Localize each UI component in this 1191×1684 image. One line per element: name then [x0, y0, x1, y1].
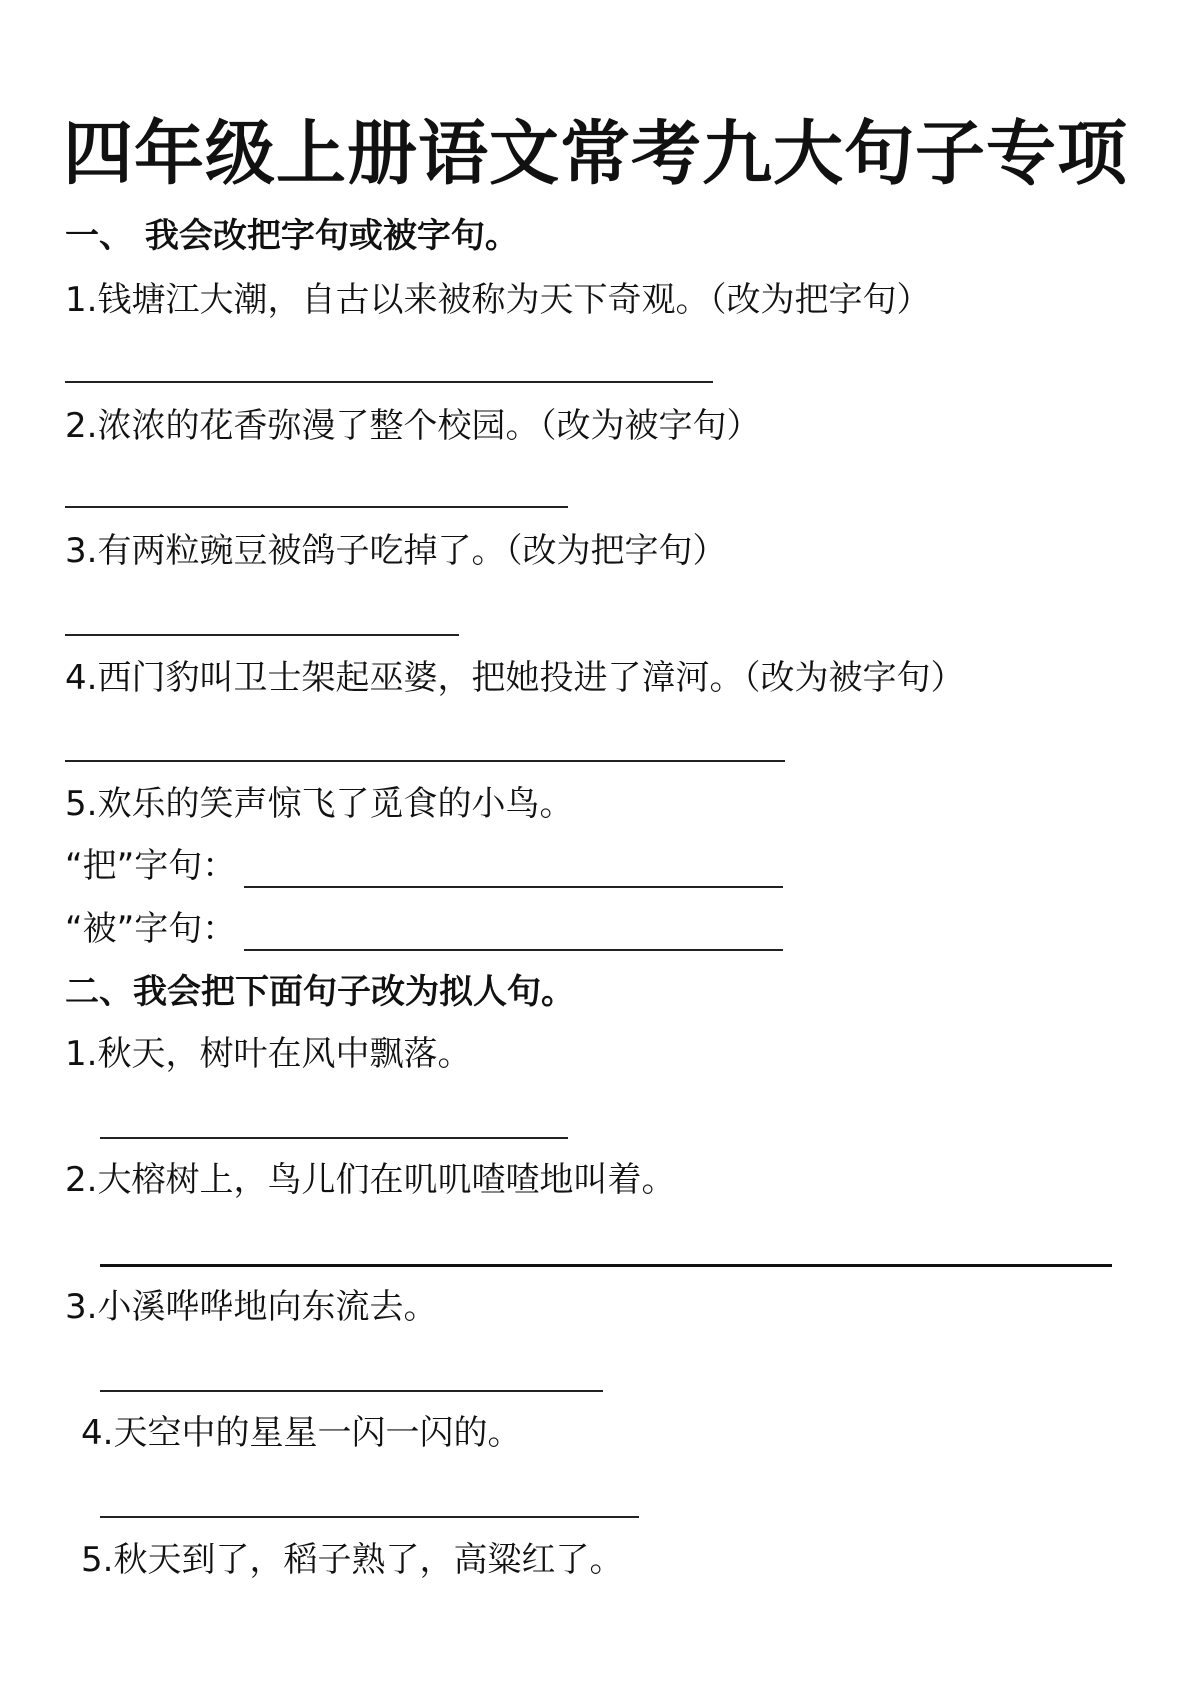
s1-answer-line-4[interactable]	[65, 760, 785, 762]
page-title: 四年级上册语文常考九大句子专项	[63, 112, 1128, 195]
ba-answer-line[interactable]	[244, 886, 783, 888]
s2-question-3: 3.小溪哗哗地向东流去。	[65, 1287, 438, 1327]
ba-sentence-label: “把”字句：	[65, 846, 237, 886]
s1-answer-line-3[interactable]	[65, 634, 459, 636]
s1-answer-line-1[interactable]	[65, 381, 713, 383]
s2-answer-line-1[interactable]	[100, 1137, 568, 1139]
s2-question-4: 4.天空中的星星一闪一闪的。	[81, 1413, 522, 1453]
s2-question-2: 2.大榕树上，鸟儿们在叽叽喳喳地叫着。	[65, 1160, 676, 1200]
section2-heading: 二、我会把下面句子改为拟人句。	[65, 972, 575, 1012]
s1-answer-line-2[interactable]	[65, 506, 568, 508]
s2-answer-line-2[interactable]	[100, 1264, 1112, 1267]
section1-heading: 一、 我会改把字句或被字句。	[65, 216, 519, 256]
s1-question-5: 5.欢乐的笑声惊飞了觅食的小鸟。	[65, 784, 574, 824]
s1-question-3: 3.有两粒豌豆被鸽子吃掉了。（改为把字句）	[65, 531, 727, 571]
bei-answer-line[interactable]	[244, 949, 783, 951]
s2-question-1: 1.秋天，树叶在风中飘落。	[65, 1034, 472, 1074]
s1-question-2: 2.浓浓的花香弥漫了整个校园。（改为被字句）	[65, 406, 761, 446]
s2-answer-line-3[interactable]	[100, 1390, 603, 1392]
bei-sentence-label: “被”字句：	[65, 909, 237, 949]
s2-answer-line-4[interactable]	[100, 1516, 639, 1518]
s1-question-1: 1.钱塘江大潮，自古以来被称为天下奇观。（改为把字句）	[65, 280, 931, 320]
s1-question-4: 4.西门豹叫卫士架起巫婆，把她投进了漳河。（改为被字句）	[65, 658, 965, 698]
s2-question-5: 5.秋天到了，稻子熟了，高粱红了。	[81, 1540, 624, 1580]
